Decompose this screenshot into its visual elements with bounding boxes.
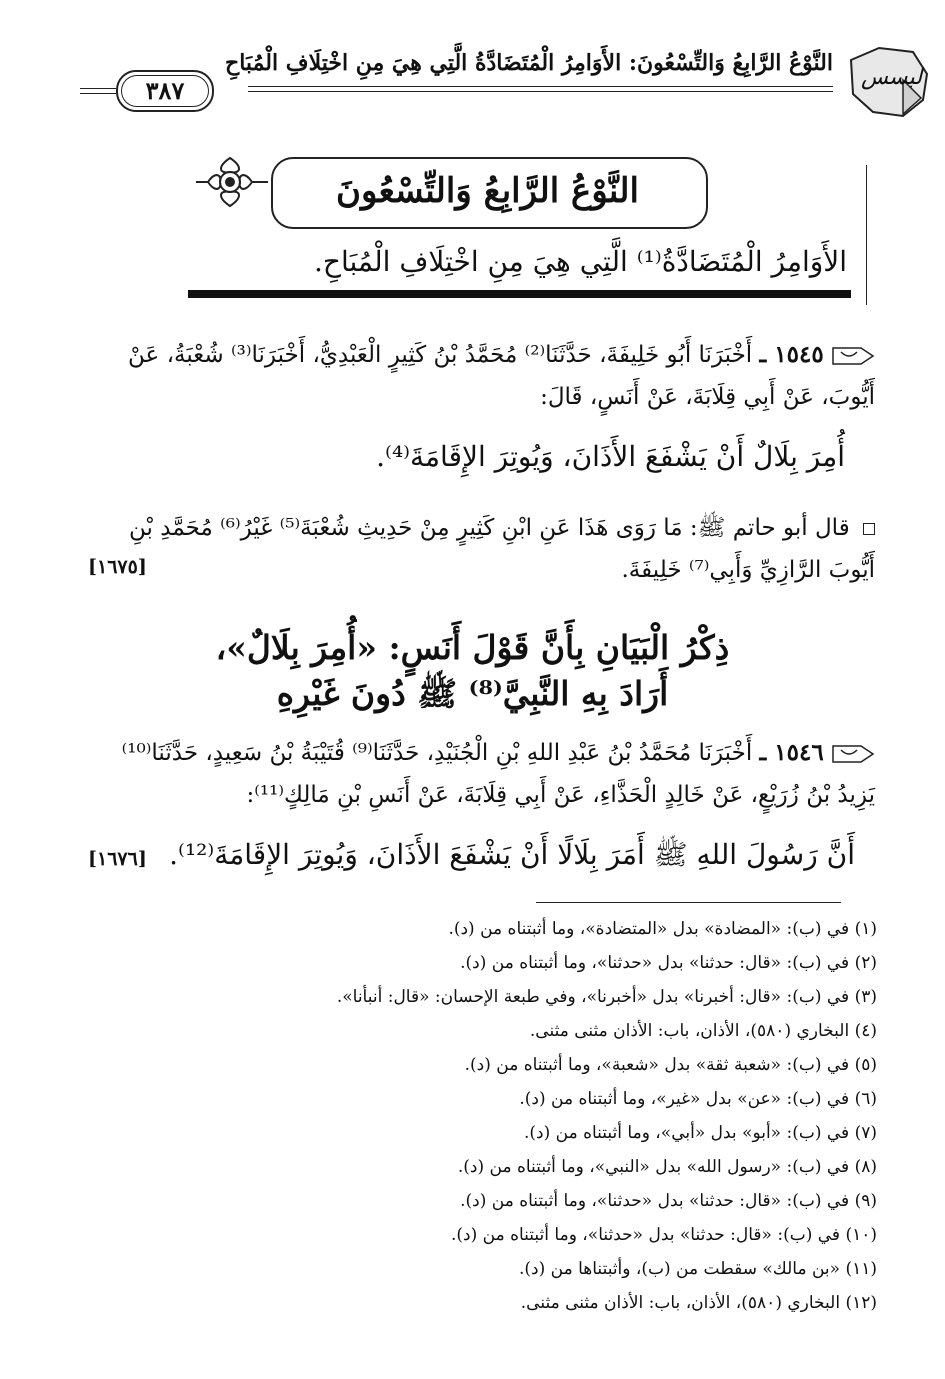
page-number: ٣٨٧ bbox=[145, 76, 185, 105]
hadith-1545-line-1 bbox=[65, 335, 875, 375]
hadith-1545-comment-2: أَيُّوبَ الرَّازِيِّ وَأَبِي⁽⁷⁾ خَلِيفَةَ. bbox=[621, 557, 875, 583]
hadith-1546-matn: أَنَّ رَسُولَ اللهِ ﷺ أَمَرَ بِلَالًا أَنْ يَشْفَعَ الأَذَانَ، وَيُوتِرَ الإِقَامَةَ⁽¹²⁾. bbox=[169, 838, 855, 871]
footnote-7: (٧) في (ب): «أبو» بدل «أبي»، وما أثبتناه من (د). bbox=[523, 1123, 877, 1143]
hadith-1545-matn: أُمِرَ بِلَالٌ أَنْ يَشْفَعَ الأَذَانَ، وَيُوتِرَ الإِقَامَةَ⁽⁴⁾. bbox=[376, 440, 845, 473]
running-header: النَّوْعُ الرَّابِعُ وَالتِّسْعُونَ: الأَوَامِرُ الْمُتَضَادَّةُ الَّتِي هِيَ مِنِ اخْتِلَافِ الْمُبَاحِ bbox=[225, 50, 833, 76]
footnote-6: (٦) في (ب): «عن» بدل «غير»، وما أثبتناه من (د). bbox=[519, 1089, 877, 1109]
footnote-11: (١١) «بن مالك» سقطت من (ب)، وأثبتناها من (د). bbox=[519, 1259, 877, 1279]
chapter-divider bbox=[188, 290, 851, 298]
footnote-8: (٨) في (ب): «رسول الله» بدل «النبي»، وما أثبتناه من (د). bbox=[457, 1157, 877, 1177]
page-number-rule bbox=[80, 88, 116, 94]
footnote-10: (١٠) في (ب): «قال: حدثنا» بدل «حدثنا»، وما أثبتناه من (د). bbox=[450, 1225, 877, 1245]
hadith-marker-icon bbox=[831, 344, 875, 368]
footnote-2: (٢) في (ب): «قال: حدثنا» بدل «حدثنا»، وما أثبتناه من (د). bbox=[460, 953, 877, 973]
hadith-1546-line-1 bbox=[65, 733, 875, 773]
corner-ornament-icon bbox=[843, 40, 931, 120]
footnote-4: (٤) البخاري (٥٨٠)، الأذان، باب: الأذان مثنى مثنى. bbox=[529, 1021, 877, 1041]
footnote-1: (١) في (ب): «المضادة» بدل «المتضادة»، وما أثبتناه من (د). bbox=[448, 919, 877, 939]
section-title-line-2: أَرَادَ بِهِ النَّبِيَّ⁽⁸⁾ ﷺ دُونَ غَيْرِهِ bbox=[276, 674, 669, 713]
section-title-line-1: ذِكْرُ الْبَيَانِ بِأَنَّ قَوْلَ أَنَسٍ: «أُمِرَ بِلَالٌ»، bbox=[215, 628, 730, 667]
comment-text: قال أبو حاتم ﷺ: مَا رَوَى هَذَا عَنِ ابْنِ كَثِيرٍ مِنْ حَدِيثِ شُعْبَةَ⁽⁵⁾ غَيْرُ⁽⁶⁾ مُحَمَّدِ بْنِ bbox=[129, 515, 850, 541]
footnote-3: (٣) في (ب): «قال: أخبرنا» بدل «أخبرنا»، وفي طبعة الإحسان: «قال: أنبأنا». bbox=[336, 987, 877, 1007]
chapter-title: النَّوْعُ الرَّابِعُ وَالتِّسْعُونَ bbox=[336, 171, 639, 211]
footnote-9: (٩) في (ب): «قال: حدثنا» بدل «حدثنا»، وما أثبتناه من (د). bbox=[460, 1191, 877, 1211]
page-number-badge bbox=[116, 70, 214, 112]
chapter-vertical-rule bbox=[866, 165, 867, 305]
hadith-number: ١٥٤٦ ـ bbox=[759, 739, 824, 766]
hadith-1545-comment-1 bbox=[65, 508, 875, 548]
hadith-isnad: أَخْبَرَنَا مُحَمَّدُ بْنُ عَبْدِ اللهِ بْنِ الْجُنَيْدِ، حَدَّثَنَا⁽⁹⁾ قُتَيْبَةُ بْنُ سَعِيدٍ، حَدَّثَنَا⁽¹⁰⁾ bbox=[121, 740, 753, 766]
hadith-marker-icon bbox=[831, 742, 875, 766]
page-number-frame bbox=[121, 75, 209, 107]
header-rule bbox=[248, 86, 833, 92]
hadith-number: ١٥٤٥ ـ bbox=[759, 341, 824, 368]
footnote-5: (٥) في (ب): «شعبة ثقة» بدل «شعبة»، وما أثبتناه من (د). bbox=[464, 1055, 877, 1075]
corner-mark: لبسس bbox=[861, 65, 923, 90]
footnote-separator bbox=[536, 902, 841, 903]
hadith-1545-line-2: أَيُّوبَ، عَنْ أَبِي قِلَابَةَ، عَنْ أَنَسٍ، قَالَ: bbox=[540, 384, 875, 410]
hadith-1546-reference: [١٦٧٦] bbox=[88, 848, 147, 870]
hadith-1545-reference: [١٦٧٥] bbox=[88, 556, 147, 578]
hadith-isnad: أَخْبَرَنَا أَبُو خَلِيفَةَ، حَدَّثَنَا⁽²⁾ مُحَمَّدُ بْنُ كَثِيرٍ الْعَبْدِيُّ، أَخْبَرَنَا⁽³⁾ شُعْبَةُ، عَنْ bbox=[128, 342, 753, 368]
footnote-12: (١٢) البخاري (٥٨٠)، الأذان، باب: الأذان مثنى مثنى. bbox=[520, 1293, 877, 1313]
floral-ornament-icon bbox=[190, 152, 270, 212]
hadith-1546-line-2: يَزِيدُ بْنُ زُرَيْعٍ، عَنْ خَالِدٍ الْحَذَّاءِ، عَنْ أَبِي قِلَابَةَ، عَنْ أَنَسِ بْنِ مَالِكٍ⁽¹¹⁾: bbox=[246, 782, 875, 808]
chapter-subtitle: الأَوَامِرُ الْمُتَضَادَّةُ⁽¹⁾ الَّتِي هِيَ مِنِ اخْتِلَافِ الْمُبَاحِ. bbox=[313, 245, 847, 278]
comment-square-icon bbox=[863, 523, 875, 535]
